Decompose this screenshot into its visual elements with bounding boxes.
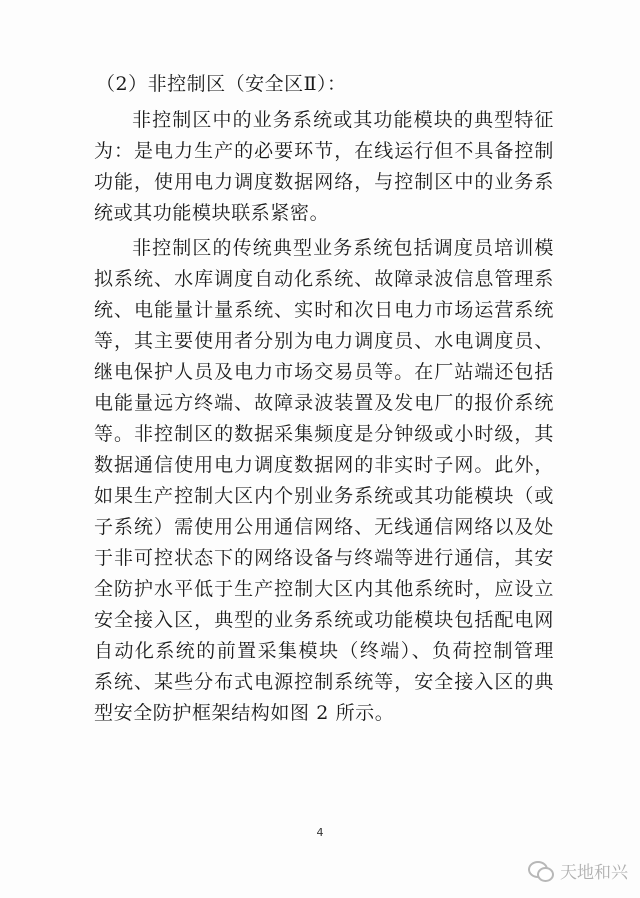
wechat-icon <box>528 861 554 881</box>
page-number: 4 <box>316 826 324 839</box>
watermark <box>528 858 628 883</box>
paragraph-typical-systems: 非控制区的传统典型业务系统包括调度员培训模拟系统、水库调度自动化系统、故障录波信息管理系统、电能量计量系统、实时和次日电力市场运营系统等，其主要使用者分别为电力调度员、水电调度员、继电保护人员及电力市场交易员等。在厂站端还包括电能量远方终端、故障录波装置及发电厂的报价系统等。非控制区的数据采集频度是分钟级或小时级，其数据通信使用电力调度数据网的非实时子网。此外，如果生产控制大区内个别业务系统或其功能模块（或子系统）需使用公用通信网络、无线通信网络以及处于非可控状态下的网络设备与终端等进行通信，其安全防护水平低于生产控制大区内其他系统时，应设立安全接入区，典型的业务系统或功能模块包括配电网自动化系统的前置采集模块（终端）、负荷控制管理系统、某些分布式电源控制系统等，安全接入区的典型安全防护框架结构如图 2 所示。 <box>94 237 554 724</box>
document-body <box>94 70 554 733</box>
section-heading: （2）非控制区（安全区Ⅱ）： <box>96 73 347 95</box>
paragraph-characteristics: 非控制区中的业务系统或其功能模块的典型特征为：是电力生产的必要环节，在线运行但不具备控制功能，使用电力调度数据网络，与控制区中的业务系统或其功能模块联系紧密。 <box>94 109 554 224</box>
watermark-text: 天地和兴 <box>560 863 628 883</box>
